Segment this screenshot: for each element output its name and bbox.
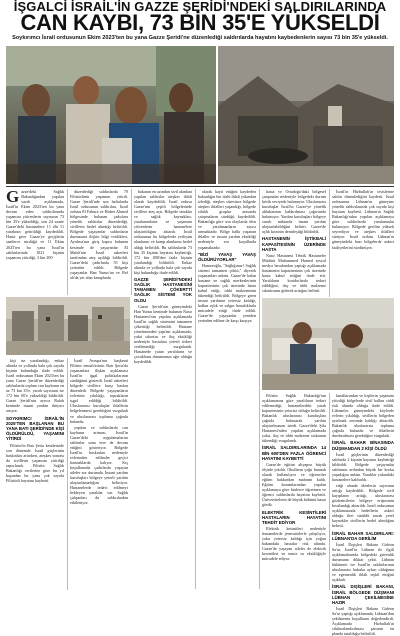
article-paragraph: İsrail Dışişleri Bakanı Gideon Sa'ar yaptığı açıklamada, Lübnan'dan çekilmenin koşullarını değerlendirdi. Açıklamada Hizbullah'ın silahsızlandırılması şartının ön planda tutulduğu belirtildi.: [332, 606, 394, 636]
article-paragraph: İsrail Avrupa'nın başkenti Filistin temsilcisinin Batı Şeria'da yaşananlara ilişkin açıklaması İsrail'in işgal politikalarının sürdüğünü gösterdi. İsrail askerleri bölgede sivillere karşı baskın düzenledi. Bölgede yaşayanların evlerinin yıkıldığı, toprakların işgal edildiği bildirildi. Uluslararası kuruluşlar ihlallerin belgelenmesi gerektiğini vurguladı ve uluslararası topluma çağrıda bulundu.: [70, 358, 128, 424]
photo-gaza-destruction: [218, 46, 394, 184]
article-subheading: ELEKTRİK KESİNTİLERİ HASTALARIN HAYATINI TEHDİT EDİYOR: [262, 509, 326, 525]
article-paragraph: Elektrik kesintileri nedeniyle hastanelerde jeneratörlerle çalışılıyor, yakıt yetersiz kaldığı için yoğun bakımdaki hastalar risk altında. Gazze'de yaşayan aileler de elektrik kesintileri ve temiz su eksikliğiyle mücadele ediyor.: [262, 526, 326, 562]
article-paragraph: olarak kayıt ettiğini kaydeden bakanlığın her türlü ihlali yakından izlediği, ateşkes süresince bölgede ateşkes ihlalleri yaşandığı, bölgede silahlı gruplar arasında çatışmaların sürdüğü kaydedildi. Bakanlığa göre son olaylarda ölen ve yaralananların sayısı artmaktadır. Bölge halkı yaşanan ihlaller ve insani yardım eksikliği nedeniyle zor koşullarda yaşamaktadır.: [198, 189, 256, 250]
article-paragraph: Gazze'de eğitim altyapısı büyük ölçüde yıkıldı. Okulların çoğu barınak olarak kullanılıyor ve öğrenciler eğitim hakkından mahrum kaldı. Eğitim kurumlarından yapılan açıklamaya göre binlerce öğretmen ve öğrenci saldırılarda hayatını kaybetti. Üniversitelerin de büyük bölümü hasar gördü.: [262, 462, 326, 508]
article-lead: azze'deki Sağlık Bakanlığından yapılan yazılı açıklamada, İsrail'in Ekim 2023'ten bu yana devam eden saldırılarında yaşamını yitirenlerin sayısının 73 bin 35'e yükseldiği, son 24 saatte Gazze'deki hastanelere 1'i ölü 11 yaralının getirildiği kaydedildi. Hasta gece Gazze'ye geçişlerin saatlerce sürdüğü ve 11 Ekim 2025'ten bu yana İsrail'in saldırılarında 1021 kişinin yaşamını yitirdiği, 3 bin 200: [6, 189, 64, 260]
article-subheading: İSRAİL BAHAR BİNASINDA DÜŞMANDAN 2 KİŞİ ÖLDÜ: [332, 440, 394, 451]
article-paragraph: etiği alanda ölenlerin sayısının arttığı kaydedildi. Bölgede sivil kayıpların arttığı, uluslararası gözlemcilerin bölgeye erişiminin kısıtlandığı aktarıldı. İsrail ordusunun açıklamasında hedeflerin askeri olduğu ileri sürüldü ancak yerel kaynaklar sivillerin hedef alındığını belirtti.: [332, 483, 394, 529]
article-paragraph: Filistin'in Batı Şeria kentlerinde son dönemde İsrail güçlerinin baskınları artarken, ateşkes sonrası da sivillerin yaşamını yitirdiği raporlandı. Filistin Sağlık Bakanlığı verilerine göre bu yıl başından bu yana çok sayıda Filistinli hayatını kaybetti.: [6, 442, 64, 483]
article-subheading: HASTANENİN İŞTİKBALİ KAPASİTESİNİN ÜZERİNDE HASTA: [262, 236, 326, 252]
article-paragraph: hasta ve Ortadoğu'daki bölgesel çatışmalar nedeniyle bölgedeki durum kritik seviyede bulunuyor. Uluslararası kuruluşlar İsrail'in Gazze'ye yönelik ablukasının kaldırılması çağrısında bulunuyor. Yardım kuruluşları bölgeye sınırlı miktarda insani yardım ulaştırılabildiğini belirtti. Gazze'de açlık krizinin derinleştiği bildirildi.: [262, 189, 326, 235]
article-paragraph: İsrail Dışişleri Bakanı Gideon Sa'ar, İsrail'in Lübnan ile ilgili açıklamalarında bölgedeki güvenlik durumuna dikkat çekti. Lübnan hükümeti ise İsrail'in saldırılarının uluslararası hukuka aykırı olduğunu ve egemenlik ihlali teşkil ettiğini açıkladı.: [332, 541, 394, 583]
article-paragraph: İsrail'in Hizbullah'ın tesislerine saldırı düzenlediğini kaydetti. İsrail ordusunun Lübnan'ın güneyine yönelik saldırılarında çok sayıda kişi hayatını kaybetti. Lübnan'ın Sağlık Bakanlığı'ndan yapılan açıklamaya göre saldırılarda yaralananlar bulunuyor. Bölgede gerilim yüksek seyrediyor ve ateşkes ihlalleri sürüyor. İsrail ordusu Lübnan'ın güneyindeki bazı bölgelerde askeri faaliyetlerini sürdürüyor.: [332, 189, 394, 250]
photo-ruined-buildings: [6, 297, 130, 355]
article-column-3: [134, 189, 192, 589]
headline-kicker: İŞGALCİ İSRAİL'İN GAZZE ŞERİDİ'NDEKİ SALDIRILARINDA: [13, 0, 387, 14]
article-column-4: [198, 189, 256, 589]
article-column-5: [6, 358, 64, 590]
article-subheading: "BİZİ YAVAŞ YAVAŞ ÖLDÜRÜYORLAR": [198, 251, 256, 262]
article-column-2: [70, 189, 128, 295]
article-paragraph: bakanın en azından sivil alanlara yapılan saldırılar ateşkes ihlali olarak kaydedildi. İsrail ordusu Gazze'nin çeşitli bölgelerinde sivillere ateş açtı. Bölgede tanıklar ve sağlık kaynakları, yaralananların ve yaşamını yitirenlerin hastanelere ulaştırıldığını aktardı. İsrail ordusunun bu bölgelerde yerleşim alanlarını ve kamp alanlarını hedef aldığı belirtildi. Bu saldırılarda 73 bin 35 kişinin hayatını kaybettiği, 172 bin 000'den fazla kişinin yaralandığı bildirildi. Enkaz altında ve yollarda hala çok sayıda kişi bulunduğu ifade edildi.: [134, 189, 192, 275]
dropcap: G: [6, 187, 20, 206]
photo-gaza-people: [6, 46, 216, 184]
photo-divider: [6, 186, 394, 187]
article-column-6: [70, 358, 128, 590]
article-paragraph: kişi ise yaralandığı, enkaz altında ve yollarda hala çok sayıda kişinin bulunduğu ifade edildi. İsrail ordusunun Ekim 2023'ten bu yana Gazze Şeridi'ne düzenlediği saldırılarda toplam can kaybının en az 73 bin 35'e, yaralı sayısının ise 172 bin 00'e yükseldiği bildirildi. Gazze Şeridi'nin ayrıca Rafah kentinde insani yardım ihtiyacı artıyor.: [6, 358, 64, 414]
article-paragraph: Gazze Şeridi'nin güneyindeki Han Yunus kentinde bulunan Nasır Hastanesi'nin yapılan açıklamada İsrail'in sağlık sistemini tamamen çökerttiği belirtildi. Hastane yönetiminden yapılan açıklamada, yakıt sıkıntısı ve ilaç eksikliği nedeniyle hastalara yeterli tedavi verilemediği vurgulandı. Hastanede yatan yaralıların ve çocukların durumunun ağır olduğu kaydedildi.: [134, 303, 192, 365]
article-column-11: [332, 393, 394, 636]
article-paragraph: Filistin Sağlık Bakanlığı'nın açıklamasına göre yaralıların tedavi edilemediği, hastanelerdeki yatak kapasitesinin yetersiz olduğu belirtildi. Bakanlık uluslararası kuruluşlara çağrıda bulunarak yardım ulaştırılmasını istedi. Gazze'deki Şifa Hastanesi'nden yapılan açıklamada yakıt, ilaç ve tıbbi malzeme stokunun tükendiği vurgulandı.: [262, 393, 326, 444]
article-paragraph: Hamzeoğlu, "Sağlığımız! Sağlık sistemi tamamen çöktü," diyerek yaşananları anlattı. Gazze'de kalan hastane ve sağlık merkezlerinin kapasitesinin çok üzerinde hasta kabul ettiği, tıbbi malzemenin tükendiği belirtildi. Bölgeye giren insani yardımın yetersiz kaldığı, halkın açlık ve salgın hastalıklarla mücadele ettiği ifade edildi. Gazze'de yaşayanlar yeniden yerinden edilme ile karşı karşıya.: [198, 262, 256, 324]
article-column-9: [262, 189, 326, 297]
article-column-10: [332, 189, 394, 297]
article-paragraph: Nasır Hastanesi Tebrik Hastaneler Müdürü Muhammed Hamed sosyal medya hesabından yaptığı açıklamada hastanenin kapasitesinin çok üzerinde hasta kabul ettiğini ifade etti. Yaralıların koridorlarda tedavi edildiğini, ilaç ve tıbbi malzeme sıkıntısının giderek arttığını belirtti.: [262, 253, 326, 294]
photo-hospital-ward: [262, 298, 394, 390]
article-subheading: İSRAİL DIŞİŞLERİ BAKANI, İSRAİL BÖLGEDE DÜŞMANI LÜBNAN ÇEKİLMESİNE HAZIR: [332, 584, 394, 605]
article-subheading: İSRAİL BAHAR SALDIRILARI: LÜBNAN'DA GERİLİM: [332, 530, 394, 541]
article-paragraph: düzenlediği saldırılarda 70 Filistinlinin yaşamını yitirdi. Gazze Şeridi'nde son haftalarda İsrail ordusunun saldırıları, İsrail ordusu El Fahura ve Hirbet Ahmed bölgesinde bulunan çadırlara yönelik saldırılar düzenlediği, sivillerin hedef alındığı belirtildi. Bölgede yaşayanlar saldırıların durmasına ilişkin bilgi verdikleri, Ayrılma'nın giriş kapısı bulunan kesimde de yaşayanlar El Mahfi'nin İsrail askerleri tarafından ateş açıldığı bildirildi. Gazze'deki çadırlarda 55 kişi yerinden edildi. Bölgede yaşayanlar Han Yunus'un ve Ref ah'da yer alan kamplarda: [70, 189, 128, 280]
article-subheading: GAZZE ŞERİDİ'NDEKİ SAĞLIK HASTANESİNİ TAMAMEN ÇÖKERTTİ SAĞLIK SİSTEMİ YOK OLDU: [134, 276, 192, 303]
article-paragraph: yapılan ve saldırılarda can kaybının artması. İsrail'in Gazze'deki uygulamalarını saldırılar sona erse de devam ettiğini gösteriyor. Bölgede İsrail'in baskınları nedeniyle evlerinden edilenler geçici barınaklarda kalıyor. Kış koşullarında çadırlarda yaşayan aileler zor durumda. İnsani yardım kuruluşları bölgeye yeterli yardım ulaştırılamadığını belirtiyor. Hastanelerde tedavi edilmeyi bekleyen yaralılar var. Sağlık çalışanları da saldırılardan etkileniyor.: [70, 424, 128, 506]
article-paragraph: kurallarından ve kişilerin yaşamını yitirdiği bölgelerde sivil halkın ciddi risk altında olduğu ifade edildi. Lübnan'ın güneyindeki köylerde evlerin yıkıldığı, sivillerin bölgeden ayrılmak zorunda kaldığı aktarıldı. Bakanlık uluslararası topluma çağrıda bulundu ve ihlallerin durdurulması gerektiğini vurguladı.: [332, 393, 394, 439]
article-subheading: SOYKIRIMCI İSRAİL'İN 2025'TEN BAŞLANAN BU YANA BATI ŞERİDİ'NDE KİŞİ ÖLDÜRÜLDÜ, YAŞAMINI YİTİRDİ: [6, 415, 64, 442]
main-headline: CAN KAYBI, 73 BİN 35'E YÜKSELDİ: [20, 10, 380, 35]
headline-deck: Soykırımcı İsrail ordusunun Ekim 2023'ten bu yana Gazze Şeridi'ne düzenlediği saldırılarda hayatını kaybedenlerin sayısı 73 bin 35'e yükseldi.: [12, 35, 388, 41]
article-subheading: İSRAİL SALDIRILARINDA 14 BİN 600'DEN FAZLA ÖĞRENCİ HAYATINI KAYBETTİ: [262, 445, 326, 461]
article-column-8: [262, 393, 326, 590]
article-column-1: [6, 189, 64, 295]
article-paragraph: İsrail güçlerinin düzenlediği saldırıda 2 kişinin hayatını kaybettiği bildirildi. Bölgede yaşayanlar saldırının ardından büyük bir korku yaşadığını anlattı. Yaralılar yakındaki hastanelere kaldırıldı.: [332, 451, 394, 483]
